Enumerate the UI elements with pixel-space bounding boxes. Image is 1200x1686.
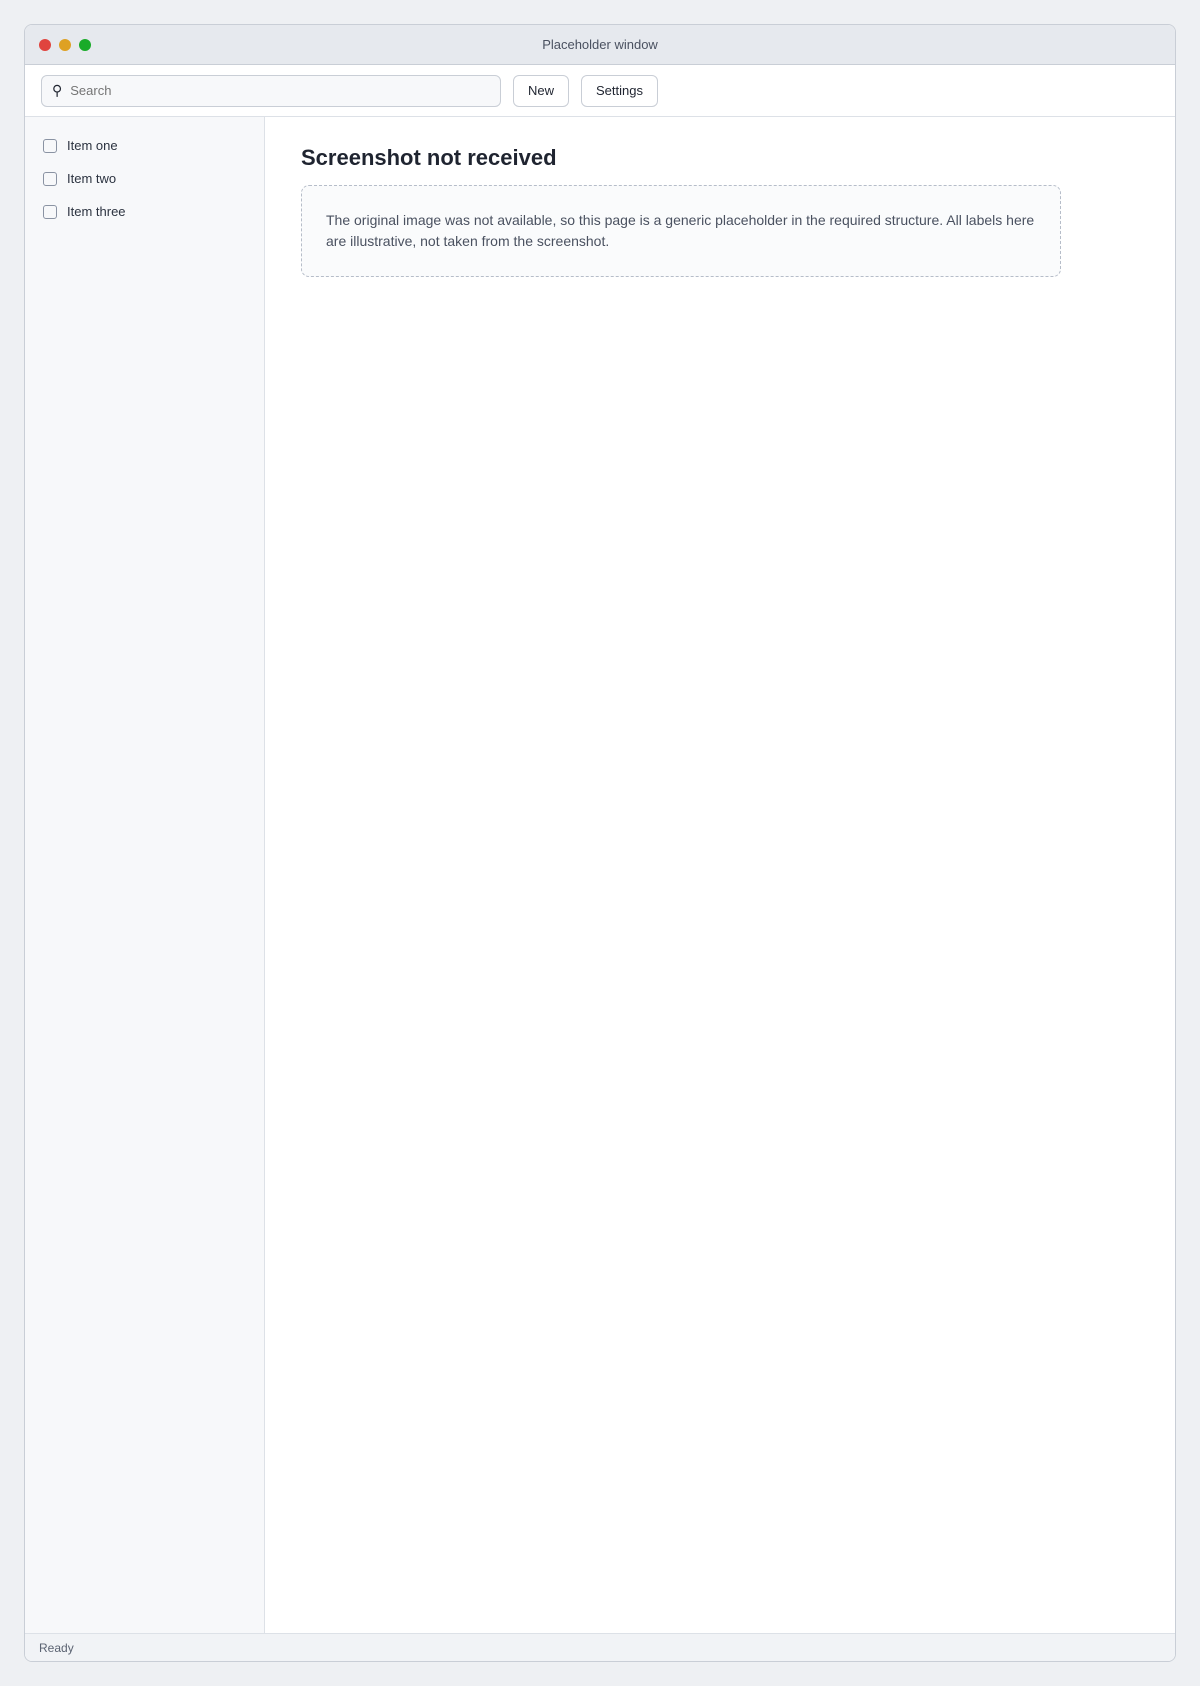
status-bar bbox=[25, 1633, 1175, 1661]
page-title: Screenshot not received bbox=[301, 145, 557, 170]
title-bar bbox=[25, 25, 1175, 65]
sidebar-item-label: Item one bbox=[67, 138, 118, 153]
folder-icon bbox=[43, 172, 57, 186]
folder-icon bbox=[43, 139, 57, 153]
minimize-window-button[interactable] bbox=[59, 39, 71, 51]
maximize-window-button[interactable] bbox=[79, 39, 91, 51]
new-button[interactable]: New bbox=[513, 75, 569, 107]
status-text: Ready bbox=[39, 1640, 74, 1655]
settings-button[interactable]: Settings bbox=[581, 75, 658, 107]
search-icon: ⚲ bbox=[52, 82, 63, 98]
sidebar-item-two[interactable] bbox=[25, 162, 264, 195]
search-input[interactable] bbox=[70, 83, 490, 98]
search-box bbox=[41, 75, 501, 107]
close-window-button[interactable] bbox=[39, 39, 51, 51]
content-area bbox=[25, 117, 1175, 1633]
main-panel bbox=[265, 117, 1175, 1633]
placeholder-notice: The original image was not available, so this page is a generic placeholder in the required structure. All labels here are illustrative, not taken from the screenshot. bbox=[301, 185, 1061, 277]
sidebar-item-label: Item three bbox=[67, 204, 126, 219]
folder-icon bbox=[43, 205, 57, 219]
window-title: Placeholder window bbox=[542, 37, 658, 52]
app-window bbox=[24, 24, 1176, 1662]
sidebar-item-three[interactable] bbox=[25, 195, 264, 228]
sidebar-item-label: Item two bbox=[67, 171, 117, 186]
toolbar bbox=[25, 65, 1175, 117]
sidebar-item-one[interactable] bbox=[25, 129, 264, 162]
sidebar bbox=[25, 117, 265, 1633]
